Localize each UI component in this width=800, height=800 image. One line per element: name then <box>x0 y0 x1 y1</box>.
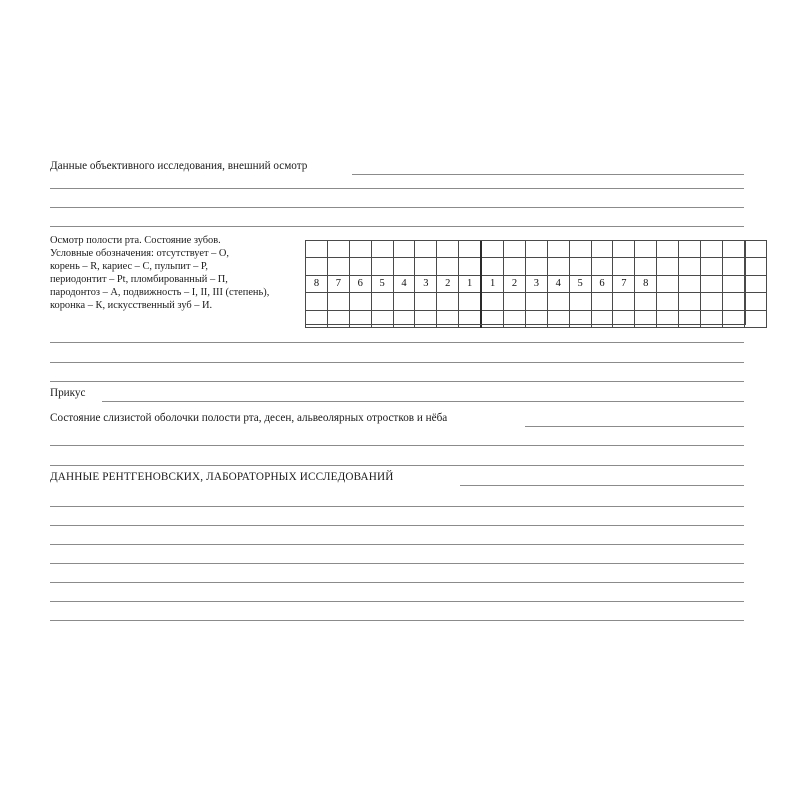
dental-formula-cell[interactable] <box>437 258 459 275</box>
dental-formula-cell[interactable] <box>635 293 657 310</box>
dental-formula-cell[interactable] <box>547 241 569 258</box>
dental-formula-cell[interactable] <box>591 310 613 327</box>
dental-formula-cell[interactable]: 4 <box>393 275 415 292</box>
dental-formula-cell[interactable] <box>504 258 526 275</box>
lab-studies-inline-rule[interactable] <box>460 485 744 486</box>
dental-formula-cell[interactable] <box>547 310 569 327</box>
dental-formula-cell[interactable] <box>459 293 481 310</box>
lab-studies-line-2[interactable] <box>50 525 744 526</box>
bite-inline-rule[interactable] <box>102 401 744 402</box>
dental-formula-cell[interactable] <box>393 258 415 275</box>
dental-formula-cell[interactable] <box>415 310 437 327</box>
dental-formula-row <box>306 258 767 275</box>
dental-formula-cell[interactable] <box>393 241 415 258</box>
dental-formula-cell[interactable] <box>327 310 349 327</box>
legend-line-6: коронка – К, искусственный зуб – И. <box>50 300 213 312</box>
dental-formula-cell[interactable] <box>613 310 635 327</box>
dental-formula-cell[interactable] <box>657 275 679 292</box>
dental-formula-cell[interactable] <box>504 310 526 327</box>
external-exam-line-3[interactable] <box>50 226 744 227</box>
dental-formula-cell[interactable] <box>744 241 766 258</box>
dental-formula-cell[interactable] <box>371 293 393 310</box>
legend-line-2: Условные обозначения: отсутствует – О, <box>50 248 229 260</box>
dental-formula-cell[interactable] <box>635 258 657 275</box>
dental-formula-cell[interactable] <box>679 310 701 327</box>
dental-formula-cell[interactable]: 6 <box>349 275 371 292</box>
dental-formula-cell[interactable] <box>591 258 613 275</box>
dental-formula-table[interactable] <box>305 240 767 328</box>
dental-formula-cell[interactable]: 6 <box>591 275 613 292</box>
dental-formula-cell[interactable] <box>701 293 723 310</box>
post-table-line-2[interactable] <box>50 362 744 363</box>
dental-formula-cell[interactable] <box>701 241 723 258</box>
dental-formula-cell[interactable] <box>744 310 766 327</box>
dental-formula-cell[interactable] <box>371 310 393 327</box>
lab-studies-line-7[interactable] <box>50 620 744 621</box>
dental-formula-cell[interactable] <box>613 241 635 258</box>
dental-formula-cell[interactable] <box>481 258 503 275</box>
dental-formula-cell[interactable]: 5 <box>371 275 393 292</box>
dental-formula-cell[interactable]: 2 <box>437 275 459 292</box>
dental-formula-row <box>306 275 767 292</box>
lab-studies-line-6[interactable] <box>50 601 744 602</box>
legend-line-1: Осмотр полости рта. Состояние зубов. <box>50 235 221 246</box>
dental-formula-cell[interactable] <box>679 293 701 310</box>
oral-exam-legend <box>50 234 300 312</box>
dental-formula-cell[interactable] <box>657 310 679 327</box>
dental-formula-cell[interactable] <box>635 310 657 327</box>
dental-formula-cell[interactable] <box>437 241 459 258</box>
dental-formula-cell[interactable] <box>635 241 657 258</box>
external-exam-line-1[interactable] <box>50 188 744 189</box>
dental-formula-cell[interactable] <box>349 310 371 327</box>
lab-studies-line-5[interactable] <box>50 582 744 583</box>
dental-formula-cell[interactable] <box>722 258 744 275</box>
dental-formula-cell[interactable] <box>306 310 328 327</box>
dental-formula-cell[interactable]: 8 <box>635 275 657 292</box>
dental-formula-cell[interactable] <box>569 310 591 327</box>
dental-formula-cell[interactable] <box>744 258 766 275</box>
dental-formula-cell[interactable] <box>437 293 459 310</box>
dental-formula-cell[interactable] <box>722 275 744 292</box>
external-exam-heading: Данные объективного исследования, внешний осмотр <box>50 160 308 172</box>
dental-formula-cell[interactable] <box>722 241 744 258</box>
dental-formula-cell[interactable]: 1 <box>481 275 503 292</box>
mucosa-inline-rule[interactable] <box>525 426 744 427</box>
mucosa-label: Состояние слизистой оболочки полости рта, десен, альвеолярных отростков и нёба <box>50 412 448 424</box>
dental-formula-row <box>306 293 767 310</box>
dental-formula-cell[interactable] <box>459 258 481 275</box>
mucosa-line-2[interactable] <box>50 465 744 466</box>
dental-formula-cell[interactable] <box>613 293 635 310</box>
dental-formula-cell[interactable] <box>613 258 635 275</box>
mucosa-line-1[interactable] <box>50 445 744 446</box>
dental-formula-cell[interactable] <box>306 258 328 275</box>
dental-formula-cell[interactable] <box>657 293 679 310</box>
dental-formula-cell[interactable] <box>744 275 766 292</box>
dental-formula-cell[interactable] <box>437 310 459 327</box>
dental-formula-row <box>306 241 767 258</box>
legend-line-4: периодонтит – Pt, пломбированный – П, <box>50 274 228 286</box>
dental-formula-cell[interactable] <box>701 258 723 275</box>
dental-formula-cell[interactable] <box>504 241 526 258</box>
dental-formula-cell[interactable] <box>657 258 679 275</box>
dental-formula-cell[interactable] <box>459 241 481 258</box>
lab-studies-heading: ДАННЫЕ РЕНТГЕНОВСКИХ, ЛАБОРАТОРНЫХ ИССЛЕДОВАНИЙ <box>50 471 394 483</box>
dental-formula-cell[interactable] <box>657 241 679 258</box>
dental-formula-cell[interactable] <box>679 241 701 258</box>
post-table-line-1[interactable] <box>50 342 744 343</box>
dental-formula-cell[interactable] <box>569 293 591 310</box>
external-exam-inline-rule[interactable] <box>352 174 744 175</box>
dental-formula-cell[interactable]: 7 <box>613 275 635 292</box>
dental-formula-cell[interactable]: 3 <box>525 275 547 292</box>
dental-formula-cell[interactable] <box>525 293 547 310</box>
dental-formula-cell[interactable]: 7 <box>327 275 349 292</box>
dental-formula-cell[interactable] <box>547 258 569 275</box>
dental-formula-cell[interactable] <box>481 310 503 327</box>
dental-formula-cell[interactable]: 1 <box>459 275 481 292</box>
dental-formula-cell[interactable] <box>327 293 349 310</box>
dental-formula-cell[interactable] <box>504 293 526 310</box>
dental-formula-cell[interactable] <box>569 258 591 275</box>
dental-formula-cell[interactable]: 8 <box>306 275 328 292</box>
post-table-line-3[interactable] <box>50 381 744 382</box>
dental-formula-cell[interactable] <box>679 258 701 275</box>
dental-formula-cell[interactable] <box>722 293 744 310</box>
dental-formula-cell[interactable] <box>306 241 328 258</box>
dental-formula-cell[interactable] <box>327 241 349 258</box>
dental-formula-cell[interactable] <box>679 275 701 292</box>
dental-formula-cell[interactable] <box>371 241 393 258</box>
dental-formula-cell[interactable]: 3 <box>415 275 437 292</box>
legend-line-3: корень – R, кариес – С, пульпит – Р, <box>50 261 208 273</box>
dental-formula-cell[interactable] <box>349 241 371 258</box>
dental-formula-cell[interactable] <box>481 293 503 310</box>
dental-formula-cell[interactable] <box>306 293 328 310</box>
dental-formula-cell[interactable] <box>415 258 437 275</box>
dental-formula-cell[interactable] <box>415 241 437 258</box>
dental-formula-cell[interactable] <box>525 310 547 327</box>
dental-formula-cell[interactable] <box>701 275 723 292</box>
dental-formula-cell[interactable] <box>547 293 569 310</box>
dental-formula-cell[interactable]: 2 <box>504 275 526 292</box>
dental-formula-cell[interactable] <box>481 241 503 258</box>
dental-formula-cell[interactable] <box>459 310 481 327</box>
dental-formula-cell[interactable] <box>722 310 744 327</box>
lab-studies-line-1[interactable] <box>50 506 744 507</box>
dental-formula-cell[interactable]: 4 <box>547 275 569 292</box>
dental-formula-cell[interactable] <box>393 293 415 310</box>
dental-formula-cell[interactable]: 5 <box>569 275 591 292</box>
dental-formula-cell[interactable] <box>701 310 723 327</box>
lab-studies-line-4[interactable] <box>50 563 744 564</box>
dental-formula-cell[interactable] <box>349 293 371 310</box>
dental-formula-cell[interactable] <box>525 241 547 258</box>
dental-formula-cell[interactable] <box>591 241 613 258</box>
lab-studies-line-3[interactable] <box>50 544 744 545</box>
dental-formula-cell[interactable] <box>393 310 415 327</box>
dental-formula-cell[interactable] <box>327 258 349 275</box>
dental-formula-cell[interactable] <box>415 293 437 310</box>
external-exam-line-2[interactable] <box>50 207 744 208</box>
dental-formula-cell[interactable] <box>569 241 591 258</box>
legend-line-5: пародонтоз – А, подвижность – I, II, III (степень), <box>50 287 270 299</box>
dental-formula-cell[interactable] <box>371 258 393 275</box>
dental-formula-cell[interactable] <box>744 293 766 310</box>
bite-label: Прикус <box>50 387 86 399</box>
dental-formula-row <box>306 310 767 327</box>
dental-formula-cell[interactable] <box>525 258 547 275</box>
dental-formula-cell[interactable] <box>591 293 613 310</box>
dental-formula-cell[interactable] <box>349 258 371 275</box>
